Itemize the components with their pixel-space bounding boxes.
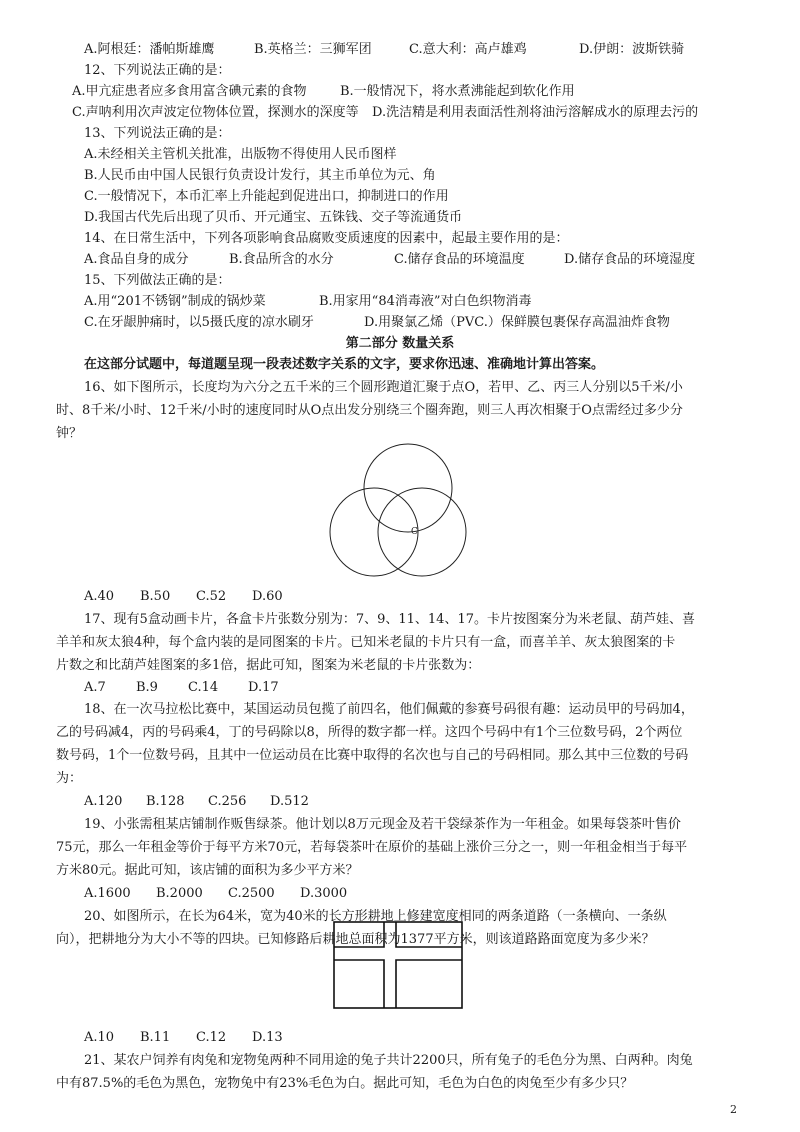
q18-option-d: D.512 [270,794,309,809]
q15-options-row2 [84,313,670,333]
q13-option-a: A.未经相关主管机关批准，出版物不得使用人民币图样 [84,147,397,162]
q15-options-row1 [84,292,532,312]
section-title: 第二部分 数量关系 [345,336,455,351]
q11-options [84,40,684,60]
q18-line-2: 乙的号码减4，丙的号码乘4，丁的号码除以8，所得的数字都一样。这四个号码中有1个三位数号码，2个两位 [56,725,683,740]
q16-line-2: 时、8千米/小时、12千米/小时的速度同时从O点出发分别绕三个圈奔跑，则三人再次相聚于O点需经过多少分 [56,403,683,418]
q15-option-b: B.用家用“84消毒液”对白色织物消毒 [319,294,532,309]
q16-options [84,587,283,607]
q15-option-d: D.用聚氯乙烯（PVC.）保鲜膜包裹保存高温油炸食物 [364,315,670,330]
q18-options [84,792,309,812]
q20-option-c: C.12 [196,1030,227,1045]
q19-option-b: B.2000 [156,886,203,901]
q12-options-row1 [72,82,575,102]
q13-option-c: C.一般情况下，本币汇率上升能起到促进出口，抑制进口的作用 [84,189,449,204]
q18-option-b: B.128 [146,794,185,809]
q17-options [84,678,279,698]
q19-line-3: 方米80元。据此可知，该店铺的面积为多少平方米？ [56,863,359,878]
q11-option-c: C.意大利：高卢雄鸡 [409,42,527,57]
q19-option-c: C.2500 [228,886,275,901]
q20-options [84,1028,283,1048]
q15-stem: 15、下列做法正确的是： [84,273,231,288]
farmland-figure [330,918,470,1018]
three-circles-figure [320,440,480,580]
q21-line-2: 中有87.5%的毛色为黑色，宠物兔中有23%毛色为白。据此可知，毛色为白色的肉兔至少有多少只？ [56,1076,634,1091]
q11-option-a: A.阿根廷：潘帕斯雄鹰 [84,42,215,57]
q12-options-row2 [72,103,698,123]
q20-option-d: D.13 [252,1030,283,1045]
q16-option-c: C.52 [196,589,227,604]
q12-option-b: B.一般情况下，将水煮沸能起到软化作用 [340,84,575,99]
q16-line-1: 16、如下图所示，长度均为六分之五千米的三个圆形跑道汇聚于点O，若甲、乙、丙三人分别以5千米/小 [84,380,683,395]
q19-option-a: A.1600 [84,886,131,901]
q17-line-3: 片数之和比葫芦娃图案的多1倍，据此可知，图案为米老鼠的卡片张数为： [56,658,481,673]
q14-option-a: A.食品自身的成分 [84,252,189,267]
q12-option-d: D.洗洁精是利用表面活性剂将油污溶解成水的原理去污的 [372,105,699,120]
q18-line-4: 为： [56,771,83,786]
q17-line-1: 17、现有5盒动画卡片，各盒卡片张数分别为：7、9、11、14、17。卡片按图案分为米老鼠、葫芦娃、喜 [84,612,695,627]
q20-option-b: B.11 [140,1030,171,1045]
q14-stem: 14、在日常生活中，下列各项影响食品腐败变质速度的因素中，起最主要作用的是： [84,231,569,246]
q14-option-d: D.储存食品的环境湿度 [564,252,696,267]
q14-options [84,250,695,270]
q20-option-a: A.10 [84,1030,115,1045]
q19-line-2: 75元，那么一年租金等价于每平方米70元，若每袋茶叶在原价的基础上涨价三分之一，则一年租金相当于每平 [56,840,688,855]
q14-option-b: B.食品所含的水分 [229,252,334,267]
q14-option-c: C.储存食品的环境温度 [394,252,525,267]
q16-option-a: A.40 [84,589,115,604]
q11-option-d: D.伊朗：波斯铁骑 [579,42,685,57]
q16-option-b: B.50 [140,589,171,604]
q12-stem: 12、下列说法正确的是： [84,63,231,78]
q18-line-3: 数号码，1个一位数号码，且其中一位运动员在比赛中取得的名次也与自己的号码相同。那么其中三位数的号码 [56,748,689,763]
field-border [334,922,462,1008]
q21-line-1: 21、某农户饲养有肉兔和宠物兔两种不同用途的兔子共计2200只，所有兔子的毛色分为黑、白两种。肉兔 [84,1053,693,1068]
q13-option-b: B.人民币由中国人民银行负责设计发行，其主币单位为元、角 [84,168,436,183]
road-cross [334,922,462,1008]
q15-option-a: A.用“201不锈钢”制成的锅炒菜 [84,294,266,309]
q17-option-a: A.7 [84,680,106,695]
q17-line-2: 羊羊和灰太狼4种，每个盒内装的是同图案的卡片。已知米老鼠的卡片只有一盒，而喜羊羊、灰太狼图案的卡 [56,635,676,650]
q11-option-b: B.英格兰：三狮军团 [254,42,372,57]
section-instruction: 在这部分试题中，每道题呈现一段表述数字关系的文字，要求你迅速、准确地计算出答案。 [84,357,605,372]
q12-option-c: C.声呐利用次声波定位物体位置，探测水的深度等 [72,105,359,120]
q18-line-1: 18、在一次马拉松比赛中，某国运动员包揽了前四名，他们佩戴的参赛号码很有趣：运动员甲的号码加4， [84,702,694,717]
q17-option-d: D.17 [248,680,279,695]
q12-option-a: A.甲亢症患者应多食用富含碘元素的食物 [72,84,307,99]
q18-option-c: C.256 [208,794,247,809]
circle-right [378,488,466,576]
q19-line-1: 19、小张需租某店铺制作贩售绿茶。他计划以8万元现金及若干袋绿茶作为一年租金。如果每袋茶叶售价 [84,817,681,832]
q17-option-c: C.14 [188,680,219,695]
q19-options [84,884,347,904]
q20-line-1: 20、如图所示，在长为64米，宽为40米的长方形耕地上修建宽度相同的两条道路（一条横向、一条纵 [84,909,667,924]
figure-label-c: C [411,527,418,537]
q20-line-2: 向），把耕地分为大小不等的四块。已知修路后耕地总面积为1377平方米，则该道路路面宽度为多少米？ [56,932,655,947]
q13-option-d: D.我国古代先后出现了贝币、开元通宝、五铢钱、交子等流通货币 [84,210,463,225]
q15-option-c: C.在牙龈肿痛时，以5摄氏度的凉水刷牙 [84,315,314,330]
q18-option-a: A.120 [84,794,123,809]
q16-option-d: D.60 [252,589,283,604]
q17-option-b: B.9 [136,680,158,695]
q16-line-3: 钟？ [56,426,83,441]
q19-option-d: D.3000 [300,886,348,901]
q13-stem: 13、下列说法正确的是： [84,126,231,141]
page-number: 2 [730,1103,737,1116]
